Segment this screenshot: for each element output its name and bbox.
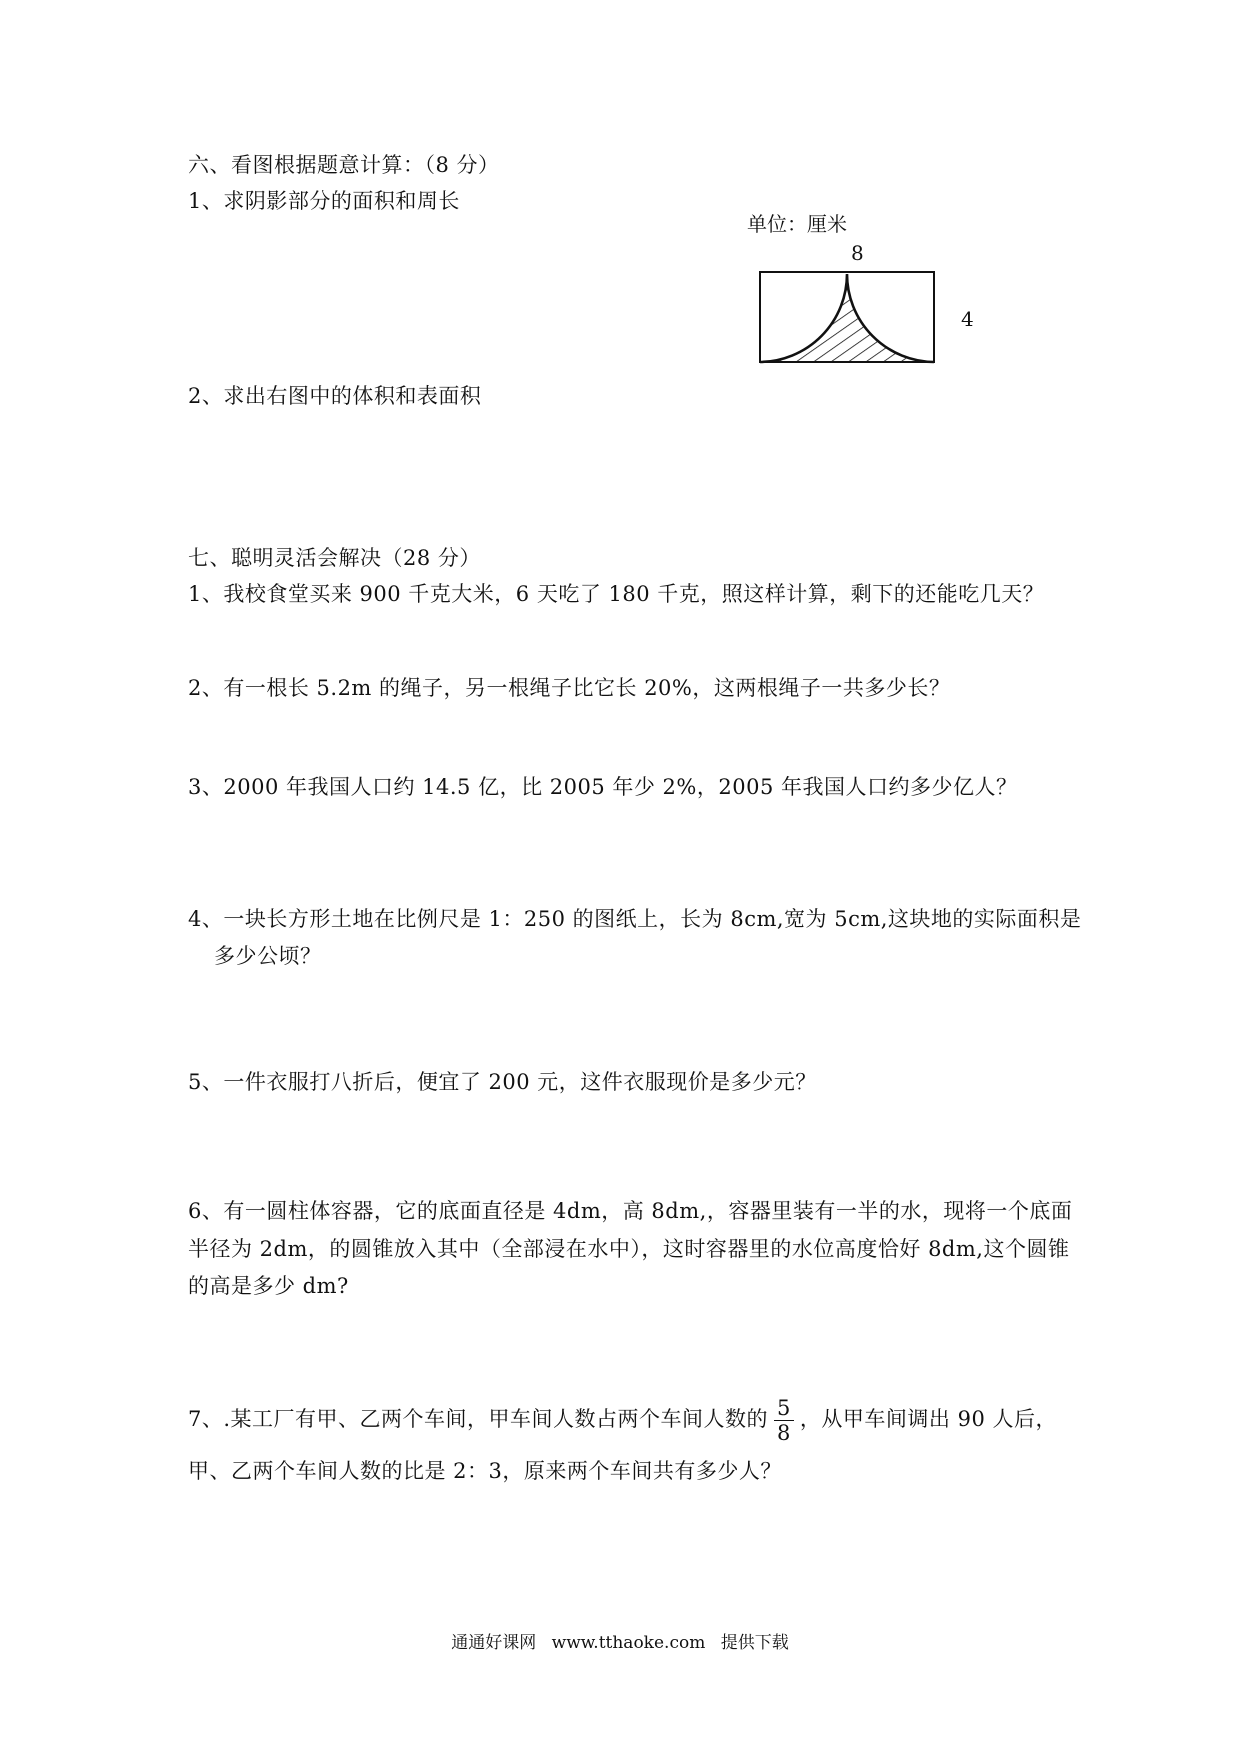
footer-suffix: 提供下载 [720,1633,789,1653]
q7-text-after-fraction: ，从甲车间调出 90 人后， [799,1407,1057,1431]
section7-question-1: 1、我校食堂买来 900 千克大米，6 天吃了 180 千克，照这样计算，剩下的还能吃几天？ [188,582,1045,606]
section7-question-6-line-1: 6、有一圆柱体容器，它的底面直径是 4dm，高 8dm,，容器里装有一半的水，现将一个底面 [188,1199,1073,1223]
figure-unit-label: 单位：厘米 [747,212,847,236]
section7-heading: 七、聪明灵活会解决（28 分） [188,546,481,570]
section7-question-7-line-2: 甲、乙两个车间人数的比是 2：3，原来两个车间共有多少人？ [188,1459,782,1483]
q7-fraction-denominator: 8 [777,1421,791,1445]
shaded-area-figure [758,266,948,374]
page-footer [0,1632,1240,1654]
figure-height-label: 4 [961,307,974,331]
figure-width-label: 8 [851,241,864,265]
section7-question-3: 3、2000 年我国人口约 14.5 亿，比 2005 年少 2%，2005 年我国人口约多少亿人？ [188,775,1018,799]
section7-question-5: 5、一件衣服打八折后，便宜了 200 元，这件衣服现价是多少元？ [188,1070,817,1094]
section6-heading: 六、看图根据题意计算：（8 分） [188,153,500,177]
section6-question-1: 1、求阴影部分的面积和周长 [188,189,460,213]
footer-site-name: 通通好课网 [451,1633,537,1653]
q7-text-before-fraction: 7、.某工厂有甲、乙两个车间，甲车间人数占两个车间人数的 [188,1407,769,1431]
q7-fraction-numerator: 5 [774,1396,794,1421]
section6-question-2: 2、求出右图中的体积和表面积 [188,384,482,408]
footer-url: www.tthaoke.com [551,1633,706,1653]
section7-question-6-line-3: 的高是多少 dm? [188,1274,349,1298]
section7-question-6-line-2: 半径为 2dm，的圆锥放入其中（全部浸在水中），这时容器里的水位高度恰好 8dm,这个圆锥 [188,1237,1070,1261]
section7-question-7-line-1 [188,1396,1057,1445]
section7-question-2: 2、有一根长 5.2m 的绳子，另一根绳子比它长 20%，这两根绳子一共多少长？ [188,676,951,700]
section7-question-4-line-2: 多少公顷？ [214,944,322,968]
section7-question-4-line-1: 4、一块长方形土地在比例尺是 1：250 的图纸上，长为 8cm,宽为 5cm,这块地的实际面积是 [188,907,1082,931]
q7-fraction [774,1396,794,1445]
